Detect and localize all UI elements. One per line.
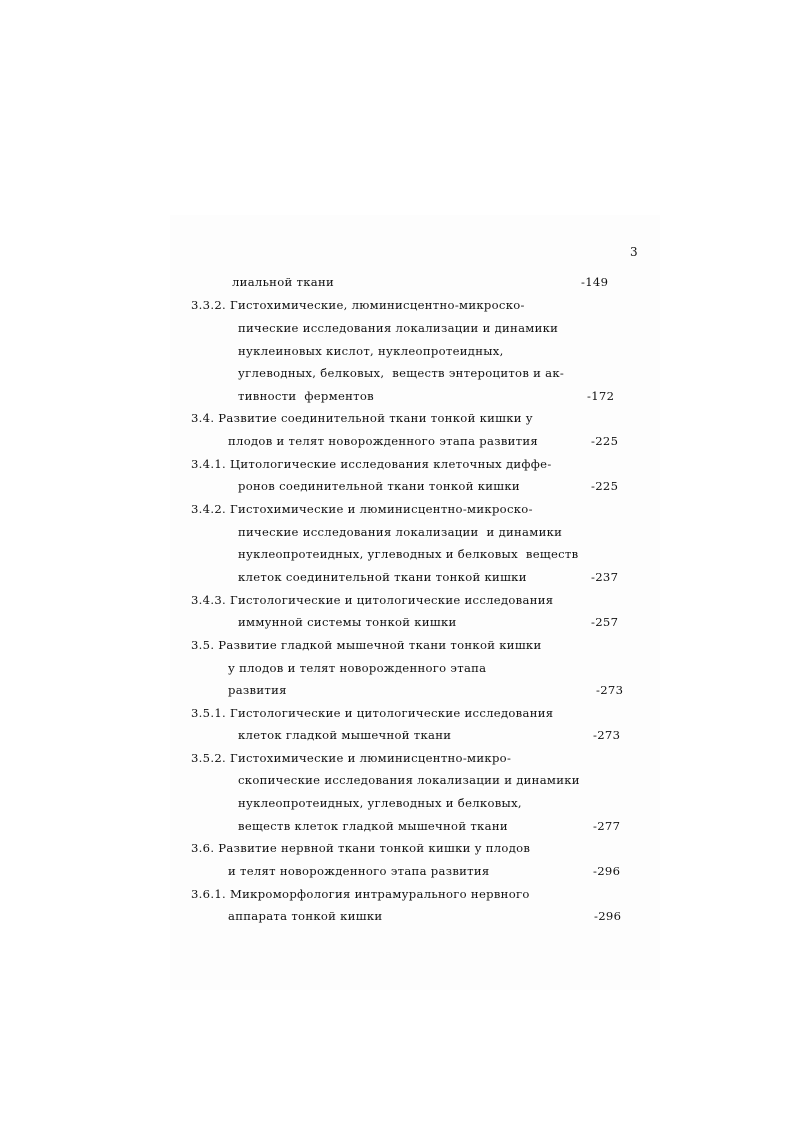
toc-line: углеводных, белковых, веществ энтероцитов и ак- bbox=[238, 366, 565, 380]
toc-line: 3.3.2. Гистохимические, люминисцентно-микроско- bbox=[191, 298, 525, 312]
toc-line: 3.5.1. Гистологические и цитологические исследования bbox=[191, 706, 554, 720]
toc-page-number: -296 bbox=[594, 909, 622, 923]
toc-line: 3.4.1. Цитологические исследования клеточных диффе- bbox=[191, 457, 552, 471]
toc-line: клеток гладкой мышечной ткани bbox=[238, 728, 452, 742]
toc-page-number: -273 bbox=[593, 728, 621, 742]
toc-page-number: -257 bbox=[591, 615, 619, 629]
toc-line: 3.6.1. Микроморфология интрамурального нервного bbox=[191, 887, 530, 901]
toc-page-number: -296 bbox=[593, 864, 621, 878]
toc-page-number: -237 bbox=[591, 570, 619, 584]
toc-line: 3.4. Развитие соединительной ткани тонкой кишки у bbox=[191, 411, 533, 425]
toc-page-number: -149 bbox=[581, 275, 609, 289]
toc-line: и телят новорожденного этапа развития bbox=[228, 864, 490, 878]
toc-line: нуклеопротеидных, углеводных и белковых веществ bbox=[238, 547, 579, 561]
toc-line: 3.5. Развитие гладкой мышечной ткани тонкой кишки bbox=[191, 638, 542, 652]
toc-page-number: -225 bbox=[591, 434, 619, 448]
toc-line: плодов и телят новорожденного этапа развития bbox=[228, 434, 539, 448]
toc-line: 3.4.2. Гистохимические и люминисцентно-микроско- bbox=[191, 502, 533, 516]
toc-line: лиальной ткани bbox=[232, 275, 335, 289]
toc-line: клеток соединительной ткани тонкой кишки bbox=[238, 570, 527, 584]
toc-line: скопические исследования локализации и динамики bbox=[238, 773, 580, 787]
toc-page-number: -225 bbox=[591, 479, 619, 493]
toc-line: ронов соединительной ткани тонкой кишки bbox=[238, 479, 520, 493]
toc-line: веществ клеток гладкой мышечной ткани bbox=[238, 819, 508, 833]
page-number: 3 bbox=[630, 245, 638, 259]
toc-line: тивности ферментов bbox=[238, 389, 374, 403]
toc-line: развития bbox=[228, 683, 287, 697]
toc-page-number: -277 bbox=[593, 819, 621, 833]
toc-page-number: -172 bbox=[587, 389, 615, 403]
toc-line: пические исследования локализации и динамики bbox=[238, 525, 563, 539]
toc-page-number: -273 bbox=[596, 683, 624, 697]
toc-line: иммунной системы тонкой кишки bbox=[238, 615, 457, 629]
toc-line: 3.4.3. Гистологические и цитологические исследования bbox=[191, 593, 554, 607]
toc-line: аппарата тонкой кишки bbox=[228, 909, 383, 923]
toc-line: пические исследования локализации и динамики bbox=[238, 321, 559, 335]
toc-line: нуклеиновых кислот, нуклеопротеидных, bbox=[238, 344, 504, 358]
toc-line: у плодов и телят новорожденного этапа bbox=[228, 661, 487, 675]
toc-line: 3.6. Развитие нервной ткани тонкой кишки у плодов bbox=[191, 841, 531, 855]
toc-line: нуклеопротеидных, углеводных и белковых, bbox=[238, 796, 522, 810]
toc-line: 3.5.2. Гистохимические и люминисцентно-микро- bbox=[191, 751, 512, 765]
